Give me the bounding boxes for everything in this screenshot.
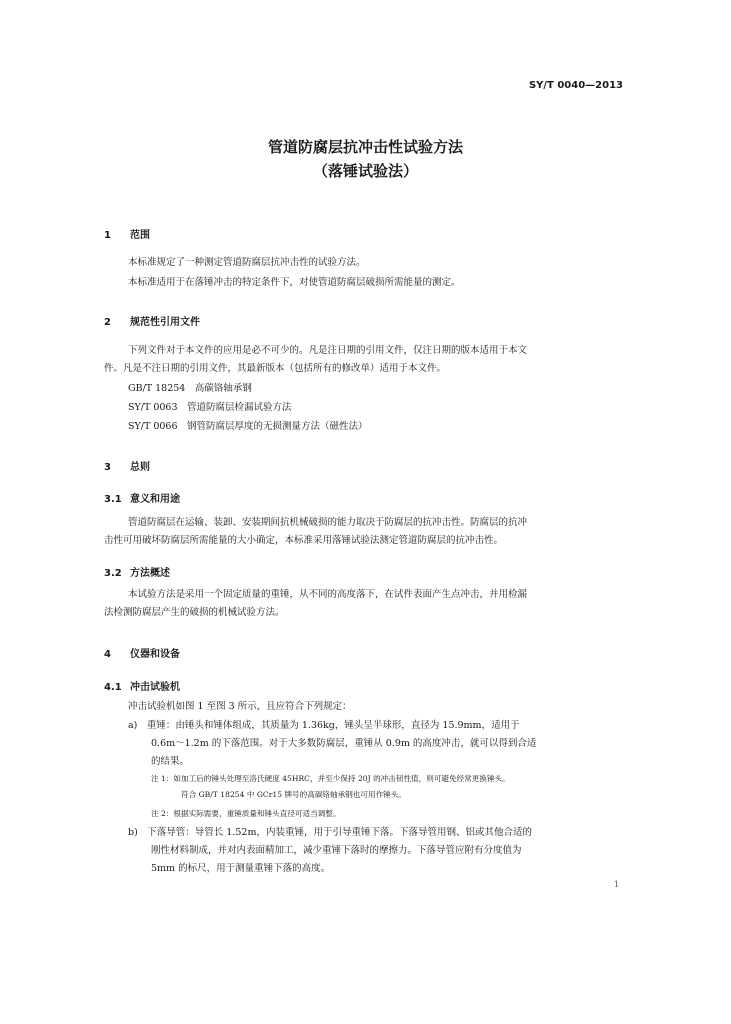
section-3-1-para-a: 管道防腐层在运输、装卸、安装期间抗机械破损的能力取决于防腐层的抗冲击性。防腐层的抗冲 [128,517,528,528]
note-1-line-1: 注 1：如加工后的锤头处理至洛氏硬度 45HRC，并至少保持 20J 的冲击韧性值，则可避免经常更换锤头。 [151,774,510,783]
item-b-line-2: 刚性材料制成，并对内表面精加工，减少重锤下落时的摩擦力。下落导管应附有分度值为 [151,845,522,856]
page-number: 1 [613,880,619,889]
section-1-para-2: 本标准适用于在落锤冲击的特定条件下，对使管道防腐层破损所需能量的测定。 [128,277,461,288]
section-1-para-1: 本标准规定了一种测定管道防腐层抗冲击性的试验方法。 [128,257,366,268]
reference-item: GB/T 18254 高碳铬轴承钢 [128,383,252,394]
item-b-line-1: b) 下落导管：导管长 1.52m，内装重锤，用于引导重锤下落。下落导管用钢、铝或其他合适的 [128,827,532,838]
section-2-para-1a: 下列文件对于本文件的应用是必不可少的。凡是注日期的引用文件，仅注日期的版本适用于本文 [128,345,528,356]
item-a-line-2: 0.6m～1.2m 的下落范围。对于大多数防腐层，重锤从 0.9m 的高度冲击，就可以得到合适 [151,738,537,749]
item-a-line-3: 的结果。 [151,756,190,767]
section-3-2-para-a: 本试验方法是采用一个固定质量的重锤，从不同的高度落下，在试件表面产生点冲击，并用检漏 [128,589,528,600]
section-3-heading: 3 总则 [104,462,150,473]
item-a-line-1: a) 重锤：由锤头和锤体组成，其质量为 1.36kg，锤头呈半球形，直径为 15.9mm，适用于 [128,720,520,731]
section-3-1-para-b: 击性可用破坏防腐层所需能量的大小确定，本标准采用落锤试验法测定管道防腐层的抗冲击性。 [104,535,504,546]
section-3-2-para-b: 法检测防腐层产生的破损的机械试验方法。 [104,607,285,618]
section-3-1-heading: 3.1 意义和用途 [104,494,180,505]
section-2-heading: 2 规范性引用文件 [104,317,200,328]
note-2: 注 2：根据实际需要，重锤质量和锤头直径可适当调整。 [151,809,341,818]
section-4-heading: 4 仪器和设备 [104,649,180,660]
reference-item: SY/T 0066 钢管防腐层厚度的无损测量方法（磁性法） [128,421,368,432]
note-1-line-2: 符合 GB/T 18254 中 GCr15 牌号的高碳铬轴承钢也可用作锤头。 [181,790,406,799]
doc-subtitle: （落锤试验法） [312,162,418,180]
section-4-1-intro: 冲击试验机如图 1 至图 3 所示，且应符合下列规定： [128,701,352,712]
reference-item: SY/T 0063 管道防腐层检漏试验方法 [128,402,292,413]
section-2-para-1b: 件。凡是不注日期的引用文件，其最新版本（包括所有的修改单）适用于本文件。 [104,363,447,374]
section-4-1-heading: 4.1 冲击试验机 [104,682,180,693]
standard-code: SY/T 0040—2013 [528,80,623,91]
doc-title: 管道防腐层抗冲击性试验方法 [267,138,463,156]
section-3-2-heading: 3.2 方法概述 [104,568,170,579]
item-b-line-3: 5mm 的标尺，用于测量重锤下落的高度。 [151,863,331,874]
section-1-heading: 1 范围 [104,230,150,241]
